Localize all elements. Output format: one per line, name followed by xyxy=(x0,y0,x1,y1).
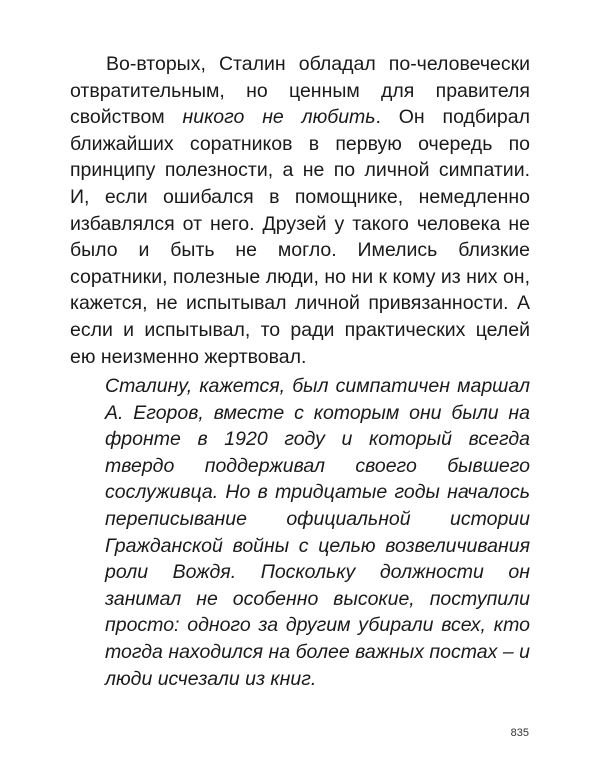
page-number: 835 xyxy=(510,727,529,739)
main-paragraph xyxy=(70,51,530,370)
quote-paragraph: Сталину, кажется, был симпатичен маршал А. Егоров, вместе с которым они были на фронте в 1920 году и который всегда твердо поддерживал своего бывшего сослуживца. Но в тридцатые годы началось переписывание официальной истории Гражданской войны с целью возвеличивания роли Вождя. Поскольку должности он занимал не особенно высокие, поступили просто: одного за другим убирали всех, кто тогда находился на более важных постах – и люди исчезали из книг. xyxy=(105,375,530,690)
main-paragraph-part1: Во-вторых, Сталин обладал по-человечески отвратительным, но ценным для правителя свойством xyxy=(70,53,530,129)
main-paragraph-emphasis: никого не любить xyxy=(182,106,376,129)
main-paragraph-part2: . Он подбирал ближайших соратников в первую очередь по принципу полезности, а не по личной симпатии. И, если ошибался в помощнике, немедленно избавлялся от него. Друзей у такого человека не было и быть не могло. Имелись близкие соратники, полезные люди, но ни к кому из них он, кажется, не испытывал личной привязанности. А если и испытывал, то ради практических целей ею неизменно жертвовал. xyxy=(70,106,530,368)
